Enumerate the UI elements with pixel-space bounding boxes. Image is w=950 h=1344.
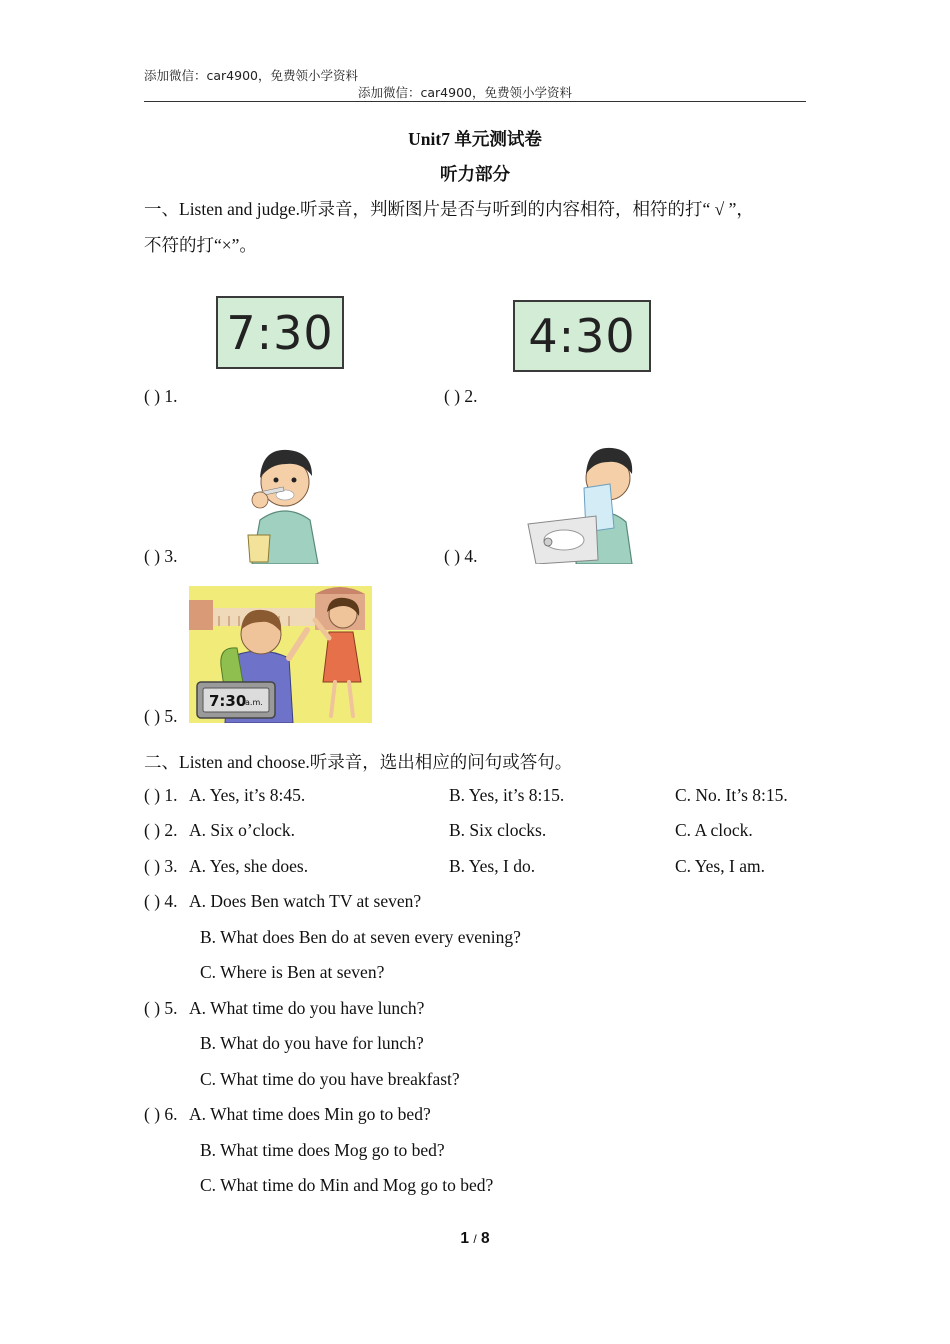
kids-clock-suffix: a.m. <box>245 698 263 707</box>
clock-card-430 <box>513 300 651 372</box>
q4-option-b: B. What does Ben do at seven every evening? <box>200 927 521 947</box>
section1-instruction-line1: 一、Listen and judge.听录音，判断图片是否与听到的内容相符，相符的打“ √ ”， <box>144 199 754 219</box>
header-watermark-2: 添加微信：car4900，免费领小学资料 <box>358 85 572 100</box>
kids-clock-time: 7:30 <box>209 692 247 710</box>
q5-option-b: B. What do you have for lunch? <box>200 1033 424 1053</box>
q3-option-b: B. Yes, I do. <box>449 856 536 876</box>
page-subtitle: 听力部分 <box>440 164 510 184</box>
q4-option-c: C. Where is Ben at seven? <box>200 962 385 982</box>
item1-label: ( ) 1. <box>144 386 178 406</box>
header-rule <box>144 101 806 102</box>
item5-label: ( ) 5. <box>144 706 178 726</box>
boy-brushing-teeth-image <box>240 440 330 564</box>
q3-option-c: C. Yes, I am. <box>675 856 765 876</box>
boy-washing-face-image <box>526 440 636 564</box>
q2-label: ( ) 2. <box>144 820 178 840</box>
page-current: 1 <box>460 1230 470 1247</box>
q1-option-c: C. No. It’s 8:15. <box>675 785 788 805</box>
q3-label: ( ) 3. <box>144 856 178 876</box>
q4-option-a: A. Does Ben watch TV at seven? <box>189 891 422 911</box>
item4-label: ( ) 4. <box>444 546 478 566</box>
q6-option-b: B. What time does Mog go to bed? <box>200 1140 445 1160</box>
q5-option-c: C. What time do you have breakfast? <box>200 1069 460 1089</box>
q1-option-a: A. Yes, it’s 8:45. <box>189 785 306 805</box>
page-number: 1 / 8 <box>460 1230 490 1247</box>
clock-time: 7:30 <box>226 305 334 360</box>
page-title: Unit7 单元测试卷 <box>408 129 542 149</box>
clock-time: 4:30 <box>528 309 636 363</box>
q3-option-a: A. Yes, she does. <box>189 856 309 876</box>
item3-label: ( ) 3. <box>144 546 178 566</box>
q1-label: ( ) 1. <box>144 785 178 805</box>
q5-label: ( ) 5. <box>144 998 178 1018</box>
item2-label: ( ) 2. <box>444 386 478 406</box>
header-watermark-1: 添加微信：car4900，免费领小学资料 <box>144 68 358 83</box>
q6-label: ( ) 6. <box>144 1104 178 1124</box>
page-total: 8 <box>480 1230 490 1247</box>
q2-option-c: C. A clock. <box>675 820 753 840</box>
q2-option-a: A. Six o’clock. <box>189 820 295 840</box>
q1-option-b: B. Yes, it’s 8:15. <box>449 785 565 805</box>
q4-label: ( ) 4. <box>144 891 178 911</box>
section2-instruction: 二、Listen and choose.听录音，选出相应的问句或答句。 <box>144 752 573 772</box>
q2-option-b: B. Six clocks. <box>449 820 547 840</box>
section1-instruction-line2: 不符的打“×”。 <box>144 235 257 255</box>
q6-option-a: A. What time does Min go to bed? <box>189 1104 431 1124</box>
q6-option-c: C. What time do Min and Mog go to bed? <box>200 1175 494 1195</box>
clock-card-730 <box>216 296 344 369</box>
q5-option-a: A. What time do you have lunch? <box>189 998 425 1018</box>
kids-waving-clock-image <box>189 586 372 723</box>
